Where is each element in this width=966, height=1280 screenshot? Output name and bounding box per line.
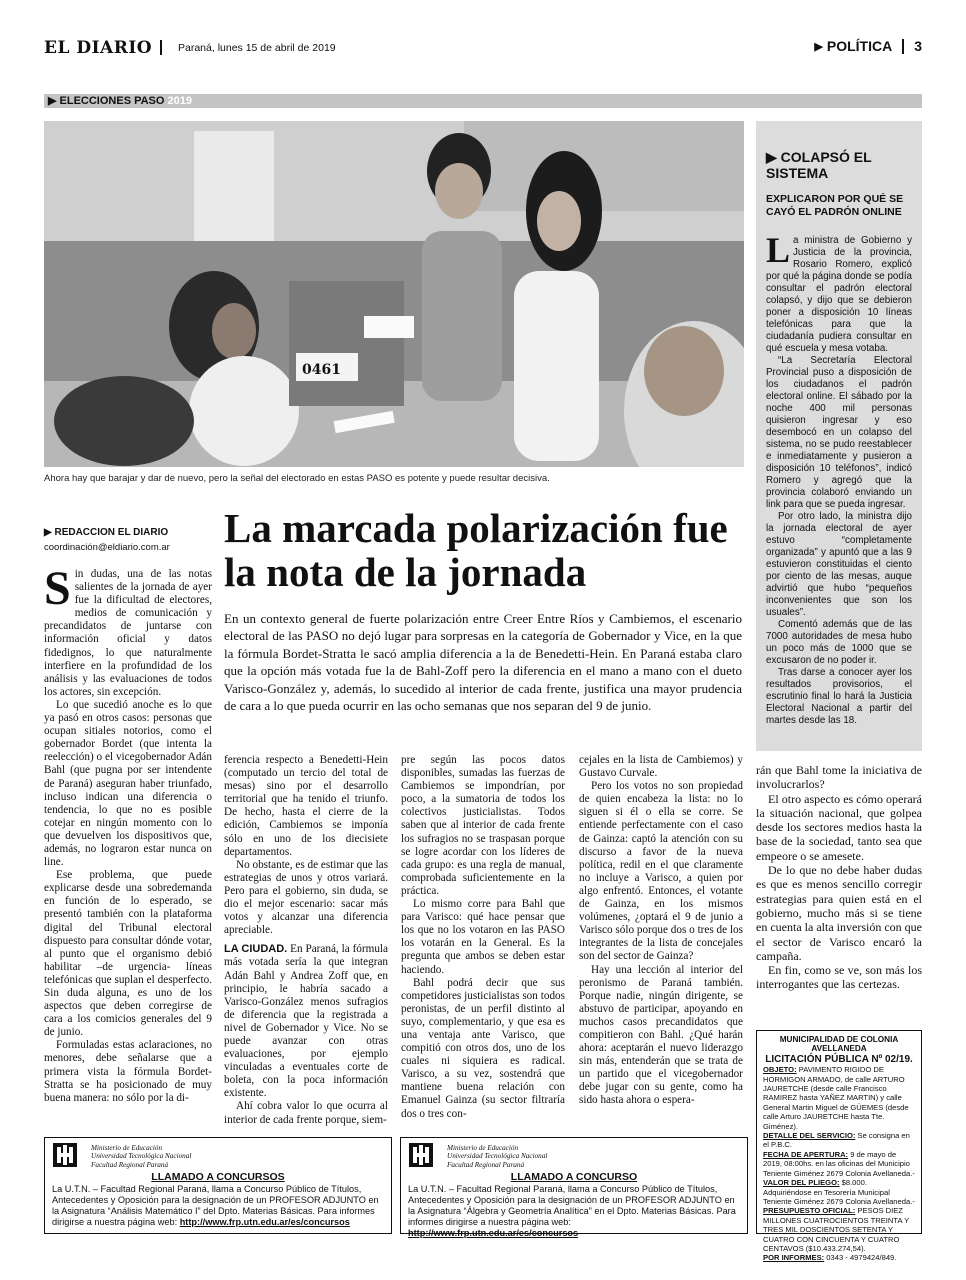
paragraph: No obstante, es de estimar que las estrategias de unos y otros variará. Pero para el gobierno, sin duda, se dio el mejor escenario: sacar más votos y alcanzar una diferencia apreciable. <box>224 858 388 937</box>
article-headline: La marcada polarización fue la nota de la jornada <box>224 505 728 595</box>
paragraph: rán que Bahl tome la iniciativa de involucrarlos? <box>756 763 922 792</box>
tender-object <box>763 1065 915 1131</box>
triangle-icon: ▶ <box>44 527 55 538</box>
paragraph-text: in dudas, una de las notas salientes de la jornada de ayer fue la dificultad de electores, medios de comunicación y precandidatos de juntarse con información oficial y datos fidedignos, lo que naturalmente interfiere en la profundidad de los análisis y las evaluaciones de todos los actores, sin excepción. <box>44 568 212 698</box>
article-column-4 <box>579 754 743 1108</box>
ad-link[interactable]: http://www.frp.utn.edu.ar/es/concursos <box>179 1217 350 1227</box>
ballot-box-number: 0461 <box>302 362 341 378</box>
ad-link[interactable]: http://www.frp.utn.edu.ar/es/concursos <box>408 1228 579 1238</box>
paragraph: Lo mismo corre para Bahl que para Varisco: qué hace pensar que los que no los votaron en las PASO los votarán en la General. Es la pregunta que ambos se deben estar haciendo. <box>401 898 565 976</box>
value: PESOS DIEZ MILLONES CUATROCIENTOS TREINTA Y TRES MIL DOSCIENTOS SETENTA Y CUATRO CON CINCUENTA Y CUATRO CENTAVOS ($10.433.274,54). <box>763 1206 910 1253</box>
label: VALOR DEL PLIEGO: <box>763 1178 840 1188</box>
ad-institution <box>91 1144 191 1169</box>
section-bar-label: ELECCIONES PASO <box>59 95 165 107</box>
utn-logo-icon <box>53 1143 77 1167</box>
label: DETALLE DEL SERVICIO: <box>763 1131 856 1141</box>
article-column-1 <box>44 562 212 1105</box>
tender-price <box>763 1178 915 1206</box>
label: POR INFORMES: <box>763 1253 825 1263</box>
ad-institution-line: Facultad Regional Paraná <box>91 1160 169 1169</box>
triangle-icon: ▶ <box>48 95 60 107</box>
ad-institution-line: Universidad Tecnológica Nacional <box>447 1152 548 1161</box>
newspaper-logo: EL DIARIO <box>44 38 153 58</box>
paragraph: cejales en la lista de Cambiemos) y Gustavo Curvale. <box>579 754 743 780</box>
public-tender-notice <box>756 1030 922 1263</box>
paragraph <box>44 562 212 699</box>
header-divider <box>160 40 162 55</box>
ad-institution-line: Universidad Tecnológica Nacional <box>91 1152 192 1161</box>
sidebar-paragraph: “La Secretaría Electoral Provincial puso a disposición de los ciudadanos el padrón electoral online. El sábado por la noche 400 mil personas quisieron ingresar y eso desembocó en un colapso del sistema, no se pudo reestablecer e inmediatamente y pusieron a disposición 10 teléfonos”, indicó Romero y agregó que la provincia colaboró enviando un link para que se pueda ingresar. <box>766 355 912 510</box>
paragraph: Ese problema, que puede explicarse desde una sobredemanda en función de lo esperado, se presentó también con la plataforma digital del Tribunal electoral dispuesto para consultar dónde votar, al punto que el organismo debió habilitar –de urgencia- líneas telefónicas que suplan el desperfecto. Sin duda alguna, es uno de los aspectos que deben corregirse de cara a los comicios generales del 9 de junio. <box>44 869 212 1039</box>
sidebar-paragraph: Tras darse a conocer ayer los resultados provisorios, el escrutinio final lo hará la Justicia Electoral Nacional a partir del martes desde las 18. <box>766 667 912 726</box>
paragraph: Bahl podrá decir que sus competidores justicialistas son todos peronistas, de un perfil distinto al suyo, complementario, y que esa es una ventaja ante Varisco, que compitió con otros dos, uno de los cuales ni siquiera es radical. Varisco, a su vez, sostendrá que mantiene buena relación con Emanuel Gainza (su sector filtraría dos o tres con- <box>401 976 565 1120</box>
sidebar-box <box>756 121 922 751</box>
value: PAVIMENTO RIGIDO DE HORMIGON ARMADO, de calle ARTURO JAURETCHE (desde calle Francisco RAMIREZ hasta YAÑEZ MARTIN) y calle General Martin Miguel de GÜEMES (desde calle Arturo JAURETCHE hasta Tte. Giménez). <box>763 1065 909 1131</box>
tender-opening-date <box>763 1150 915 1178</box>
section-bar-year: 2019 <box>167 95 192 107</box>
paragraph: En fin, como se ve, son más los interrogantes que las certezas. <box>756 963 922 992</box>
article-column-5 <box>756 763 922 992</box>
value: Se consigna en el P.B.C. <box>763 1131 910 1150</box>
photo-illustration <box>44 121 744 467</box>
ad-institution-line: Ministerio de Educación <box>447 1144 519 1152</box>
page-number: 3 <box>914 38 922 54</box>
ad-body-text: La U.T.N. – Facultad Regional Paraná, llama a Concurso Público de Títulos, Antecedentes y Oposición para la designación de un PROFESOR ADJUNTO en la Asignatura “Análisis Matemático I” del Dpto. Materias Básicas. Para informes dirigirse a nuestra página web: <box>52 1184 379 1227</box>
sidebar-title-text: COLAPSÓ EL SISTEMA <box>766 149 872 181</box>
paragraph <box>224 943 388 1100</box>
sidebar-title <box>766 149 912 181</box>
subhead-kicker: LA CIUDAD. <box>224 943 288 956</box>
tender-title: LICITACIÓN PÚBLICA Nº 02/19. <box>765 1053 913 1065</box>
paragraph: El otro aspecto es cómo operará la situación nacional, que golpea desde los sectores medios hasta la base de la sociedad, tanto sea que empeore o se amesete. <box>756 791 922 863</box>
ad-institution-line: Facultad Regional Paraná <box>447 1160 525 1169</box>
paragraph: De lo que no debe haber dudas es que es menos sencillo corregir estrategias para quien está en el gobierno, mucho más si se tiene en cuenta la alta inversión con que el sector de Varisco encaró la campaña. <box>756 863 922 963</box>
article-lead: En un contexto general de fuerte polarización entre Creer Entre Ríos y Cambiemos, el escenario electoral de las PASO no dejó lugar para sorpresas en la categoría de Gobernador y Vice, en la que la fórmula Bordet-Stratta le sacó amplia diferencia a la de Benedetti-Hein. En Paraná estaba claro que la opción más votada fue la de Bahl-Zoff pero la diferencia en el mano a mano con el dueto Varisco-González y, además, lo sucedido al interior de cada frente, justifica una mayor prudencia de cara a lo que pueda ocurrir en las ocho semanas que nos separan del 9 de junio. <box>224 611 742 714</box>
triangle-icon: ▶ <box>766 149 781 165</box>
paragraph: Ahí cobra valor lo que ocurra al interior de cada frente porque, siem- <box>224 1100 388 1126</box>
ad-body-text: La U.T.N. – Facultad Regional Paraná, llama a Concurso Público de Títulos, Antecedentes y Oposición para la designación de un PROFESOR ADJUNTO en la Asignatura “Álgebra y Geometría Analítica” en el Dpto. Materias Básicas. Para informes dirigirse a nuestra página web: <box>408 1184 736 1227</box>
value: $8.000. Adquiriéndose en Tesorería Municipal Teniente Giménez 2679 Colonia Avellaneda.- <box>763 1178 915 1206</box>
photo-caption: Ahora hay que barajar y dar de nuevo, pero la señal del electorado en estas PASO es potente y puede resultar decisiva. <box>44 473 550 484</box>
paragraph: ferencia respecto a Benedetti-Hein (computado un tercio del total de mesas) sino por el desarrollo territorial que ha tenido el triunfo. De hecho, hasta el cierre de la edición, Cambiemos se imponía sólo en uno de los diecisiete departamentos. <box>224 754 388 858</box>
sidebar-paragraph <box>766 230 912 355</box>
byline-author-text: REDACCION EL DIARIO <box>54 527 169 538</box>
byline-email[interactable]: coordinación@eldiario.com.ar <box>44 542 170 553</box>
sidebar-body <box>766 230 912 727</box>
paragraph: Lo que sucedió anoche es lo que ya pasó en otros casos: personas que ocupan sitiales notorios, como el gobernador Bordet (que intenta la reelección) o el vicegobernador Adán Bahl (que pugna por ser intendente de Paraná) aseguran haber triunfado, incluso indican una diferencia o tendencia, lo que no es posible cotejar en ningún momento con lo que devuelven los dispositivos que, además, no lograron estar nunca on line. <box>44 698 212 869</box>
issue-date: Paraná, lunes 15 de abril de 2019 <box>178 42 336 54</box>
triangle-icon: ▶ <box>814 40 823 53</box>
paragraph-text: En Paraná, la fórmula más votada sería la que integran Adán Bahl y Andrea Zoff que, en principio, le habría sacado a Varisco-González menos sufragios de diferencia que la registrada a nivel de Gobernador y Vice. No se puede avanzar con otras evaluaciones, por ejemplo vinculadas a eventuales corte de boleta, con la poca información existente. <box>224 943 388 1100</box>
drop-cap: S <box>44 562 71 615</box>
tender-info <box>763 1253 915 1262</box>
header-divider <box>902 39 904 54</box>
utn-job-ad <box>44 1137 392 1234</box>
tender-budget <box>763 1206 915 1253</box>
tender-municipality: MUNICIPALIDAD DE COLONIA AVELLANEDA <box>779 1035 899 1054</box>
value: 0343 - 4979424/849. <box>824 1253 897 1263</box>
section-label <box>814 38 922 54</box>
sidebar-paragraph: Por otro lado, la ministra dijo la jornada electoral de ayer estuvo “completamente organizada” y apuntó que a las 9 estuvieron constituidas el ciento por ciento de las mesas, auque advirtió que hubo “pequeños inconvenientes que son los usuales”. <box>766 511 912 618</box>
byline-author <box>44 527 214 538</box>
label: PRESUPUESTO OFICIAL: <box>763 1206 856 1216</box>
section-name: POLÍTICA <box>826 38 893 54</box>
page-header <box>44 38 922 58</box>
ad-title: LLAMADO A CONCURSOS <box>151 1171 285 1183</box>
paragraph: pre según las pocos datos disponibles, sumadas las fuerzas de Cambiemos se impondrían, por poco, a la sumatoria de todos los colectivos justicialistas. Todos saben que al interior de cada frente los sufragios no se traspasan porque se logre acordar con los líderes de cada grupo: es una regla de manual, comprobada suficientemente en la práctica. <box>401 754 565 897</box>
ad-body <box>52 1184 384 1228</box>
paragraph: Formuladas estas aclaraciones, no menores, debe señalarse que a primera vista la fórmula Bordet-Stratta se ha posicionado de muy buena manera: no sólo por la di- <box>44 1039 212 1104</box>
ad-institution-line: Ministerio de Educación <box>91 1144 163 1152</box>
news-photo <box>44 121 744 467</box>
tender-detail <box>763 1131 915 1150</box>
section-bar <box>44 94 922 108</box>
ad-institution <box>447 1144 547 1169</box>
drop-cap: L <box>766 230 791 270</box>
ad-title: LLAMADO A CONCURSO <box>510 1171 638 1183</box>
paragraph: Hay una lección al interior del peronismo de Paraná también. Porque nadie, ningún dirigente, se abstuvo de participar, apoyando en muchos casos precandidatos que compitieron con Bahl. ¿Qué harán ahora: aceptarán el nuevo liderazgo sin más, entenderán que se trata de un partido que el vicegobernador debe jugar con su gente, como ha sido hasta ahora o espera- <box>579 963 743 1107</box>
article-column-3 <box>401 754 565 1121</box>
paragraph: Pero los votos no son propiedad de quien encabeza la lista: no lo siguen si él o ella se corre. Se entiende perfectamente con el caso de Gainza: captó la atención con su discurso a favor de la nueva política, redil en el que claramente no incluye a Varisco, a quien por algo enfrentó. Entonces, el votante de Gainza, en los mismos volúmenes, ¿optará el 9 de junio a Varisco sólo porque dos o tres de los integrantes de la lista de concejales son del sector de Gainza? <box>579 780 743 963</box>
value: 9 de mayo de 2019, 08:00hs. en las oficinas del Municipio Teniente Giménez 2679 Colonia Avellaneda.- <box>763 1149 915 1178</box>
ad-body <box>408 1184 740 1239</box>
utn-job-ad <box>400 1137 748 1238</box>
byline <box>44 527 214 553</box>
sidebar-paragraph: Comentó además que de las 7000 autoridades de mesa hubo un poco más de 1000 que se excusaron de no poder ir. <box>766 619 912 666</box>
article-column-2 <box>224 754 388 1127</box>
utn-logo-icon <box>409 1143 433 1167</box>
sidebar-text: a ministra de Gobierno y Justicia de la provincia, Rosario Romero, explicó por qué la página donde se podía consultar el padrón electoral colapsó, y dijo que se debieron poner a disposición 10 líneas telefónicas para que la ciudadanía pudiera consultar en qué escuela y mesa votaba. <box>766 235 912 354</box>
sidebar-subtitle: EXPLICARON POR QUÉ SE CAYÓ EL PADRÓN ONLINE <box>766 193 904 218</box>
label: OBJETO: <box>763 1065 797 1075</box>
label: FECHA DE APERTURA: <box>763 1149 849 1159</box>
